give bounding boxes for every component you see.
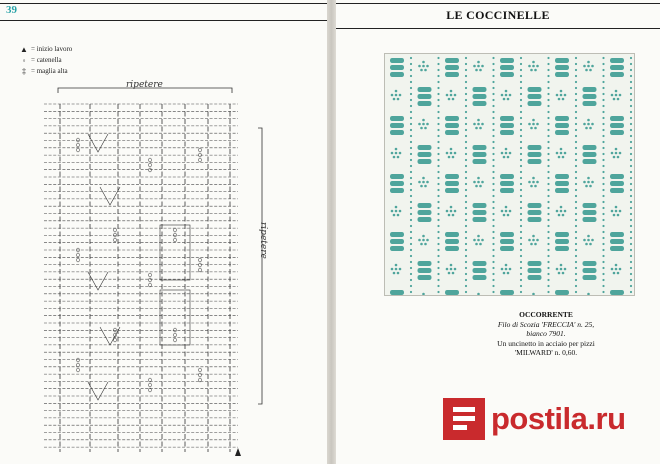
header-rule xyxy=(336,28,660,29)
materials-line: Filo di Scozia 'FRECCIA' n. 25, xyxy=(497,319,595,329)
lace-swatch-photo xyxy=(384,53,635,296)
materials-line: Un uncinetto in acciaio per pizzi xyxy=(497,338,595,348)
postila-logo-icon xyxy=(443,398,485,440)
right-page xyxy=(336,0,660,464)
left-page xyxy=(0,0,327,464)
legend-item: ▲ = inizio lavoro xyxy=(20,45,73,54)
materials-line: bianco 7901. xyxy=(526,329,566,338)
legend-item: ◦ = catenella xyxy=(20,55,72,66)
pattern-title: LE COCCINELLE xyxy=(446,8,550,22)
start-arrow-icon: ▲ xyxy=(20,45,28,54)
book-gutter xyxy=(327,0,336,464)
repeat-label-side: ripetere xyxy=(258,222,268,259)
treble-stitch-icon: ‡ xyxy=(22,67,26,76)
materials-line: 'MILWARD' n. 0,60. xyxy=(514,348,578,357)
crochet-chart xyxy=(0,0,327,464)
legend-item: ‡ = maglia alta xyxy=(22,67,68,76)
top-rule xyxy=(336,3,660,4)
repeat-label-top: ripetere xyxy=(126,80,163,90)
materials-caption xyxy=(456,310,636,358)
page-number: 39 xyxy=(6,4,17,16)
watermark-text: postila.ru xyxy=(491,401,626,436)
chain-stitch-icon: ◦ xyxy=(22,56,26,65)
lace-swatch-image xyxy=(385,54,634,295)
stitch-grid xyxy=(44,88,262,456)
watermark xyxy=(443,398,626,440)
materials-heading: OCCORRENTE xyxy=(519,310,573,319)
